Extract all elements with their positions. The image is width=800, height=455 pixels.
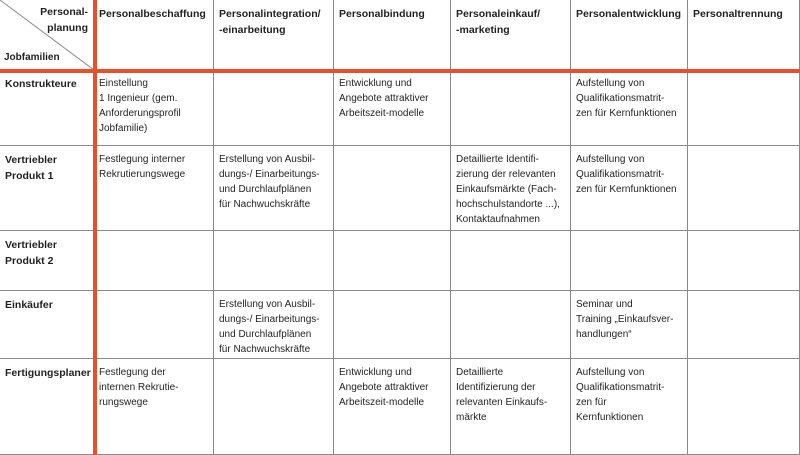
row-header-einkaeufer: Einkäufer — [0, 291, 94, 359]
table-cell: Entwicklung und Angebote attraktiver Arbeitszeit-modelle — [334, 70, 451, 146]
table-cell: Aufstellung von Qualifikationsmatrit- zen für Kernfunktionen — [571, 70, 688, 146]
table-cell: Einstellung 1 Ingenieur (gem. Anforderungsprofil Jobfamilie) — [94, 70, 214, 146]
table-cell: Festlegung interner Rekrutierungswege — [94, 146, 214, 231]
corner-bottom-label: Jobfamilien — [4, 52, 60, 63]
table-cell — [94, 291, 214, 359]
table-cell — [214, 231, 334, 291]
column-header-personalintegration: Personalintegration/ -einarbeitung — [214, 0, 334, 70]
column-header-personalbindung: Personalbindung — [334, 0, 451, 70]
table-cell — [688, 70, 800, 146]
column-header-personaleinkauf: Personaleinkauf/ -marketing — [451, 0, 571, 70]
table-cell: Entwicklung und Angebote attraktiver Arbeitszeit-modelle — [334, 359, 451, 455]
corner-header-cell — [0, 0, 94, 70]
table-cell — [688, 231, 800, 291]
row-header-vertriebler-produkt-2: Vertriebler Produkt 2 — [0, 231, 94, 291]
table-cell: Aufstellung von Qualifikationsmatrit- zen für Kernfunktionen — [571, 146, 688, 231]
column-header-personaltrennung: Personaltrennung — [688, 0, 800, 70]
table-cell: Festlegung der internen Rekrutie- rungswege — [94, 359, 214, 455]
table-cell — [334, 146, 451, 231]
table-cell — [688, 359, 800, 455]
row-header-konstrukteure: Konstrukteure — [0, 70, 94, 146]
row-header-fertigungsplaner: Fertigungsplaner — [0, 359, 94, 455]
table-cell — [451, 231, 571, 291]
table-cell: Aufstellung von Qualifikationsmatrit- zen für Kernfunktionen — [571, 359, 688, 455]
row-header-vertriebler-produkt-1: Vertriebler Produkt 1 — [0, 146, 94, 231]
table-cell — [334, 231, 451, 291]
table-cell: Seminar und Training „Einkaufsver- handlungen“ — [571, 291, 688, 359]
table-cell — [451, 291, 571, 359]
table-cell: Erstellung von Ausbil- dungs-/ Einarbeitungs- und Durchlaufplänen für Nachwuchskräfte — [214, 291, 334, 359]
table-cell — [451, 70, 571, 146]
table-cell — [214, 359, 334, 455]
table-cell: Erstellung von Ausbil- dungs-/ Einarbeitungs- und Durchlaufplänen für Nachwuchskräfte — [214, 146, 334, 231]
table-cell — [94, 231, 214, 291]
table-cell: Detaillierte Identifizierung der relevanten Einkaufs- märkte — [451, 359, 571, 455]
table-cell — [334, 291, 451, 359]
column-header-personalbeschaffung: Personalbeschaffung — [94, 0, 214, 70]
table-cell — [214, 70, 334, 146]
table-cell: Detaillierte Identifi- zierung der relevanten Einkaufsmärkte (Fach- hochschulstandorte ...), Kontaktaufnahmen — [451, 146, 571, 231]
table-cell — [688, 146, 800, 231]
corner-top-label: Personal- planung — [40, 6, 88, 34]
table-cell — [688, 291, 800, 359]
column-header-personalentwicklung: Personalentwicklung — [571, 0, 688, 70]
table-cell — [571, 231, 688, 291]
accent-horizontal-rule — [0, 69, 800, 73]
